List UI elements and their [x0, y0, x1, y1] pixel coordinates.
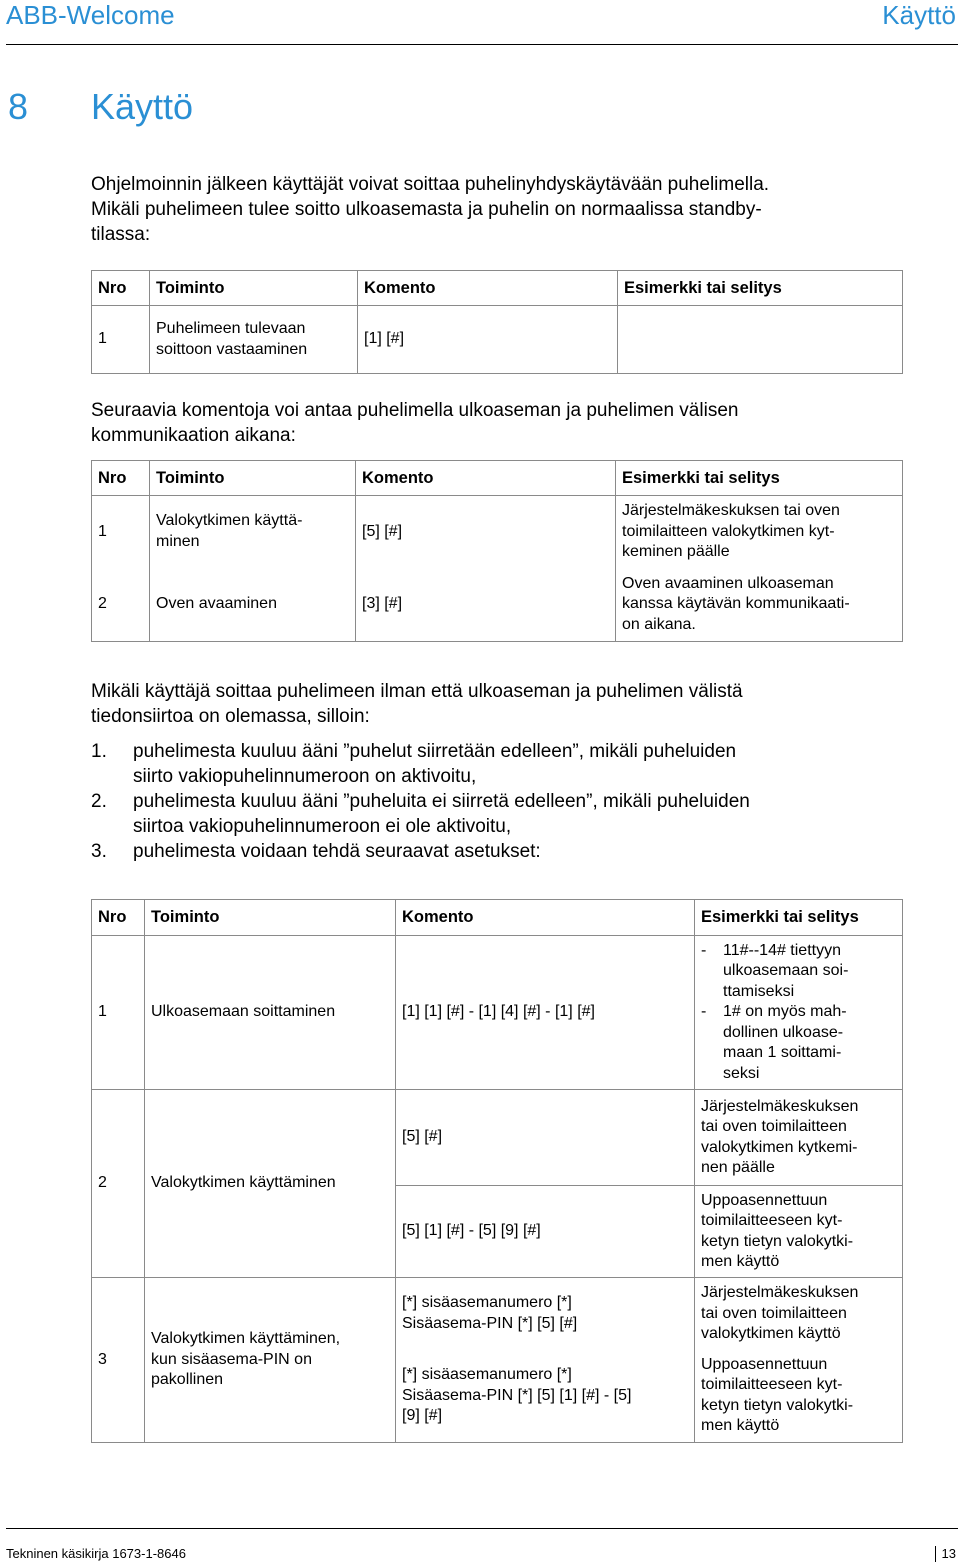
footer-document-title: Tekninen käsikirja 1673-1-8646 [6, 1546, 186, 1561]
col-header-toiminto: Toiminto [150, 461, 356, 496]
header-right: Käyttö [882, 0, 956, 30]
cell-toiminto [145, 1278, 396, 1443]
col-header-toiminto: Toiminto [145, 900, 396, 936]
cell-komento: [1] [#] [358, 306, 618, 374]
cell-komento [396, 1350, 695, 1443]
table-settings [91, 899, 903, 1443]
col-header-esimerkki: Esimerkki tai selitys [618, 271, 903, 306]
chapter-number: 8 [8, 86, 29, 127]
list-number: 3. [91, 841, 107, 862]
cell-text: 11#--14# tiettyyn [723, 941, 841, 959]
col-header-esimerkki: Esimerkki tai selitys [616, 461, 903, 496]
cell-text: keminen päälle [622, 543, 730, 560]
list-number: 1. [91, 741, 107, 762]
cell-nro: 1 [92, 496, 150, 568]
table-header-row [92, 900, 903, 936]
table-answer-call [91, 270, 903, 374]
col-header-nro: Nro [92, 900, 145, 936]
cell-text: kanssa käytävän kommunikaati- [622, 595, 850, 612]
dash-marker: - [701, 941, 707, 959]
cell-text: toimilaitteeseen kyt- [701, 1212, 843, 1229]
cell-esimerkki [695, 1090, 903, 1186]
cell-toiminto: Valokytkimen käyttäminen [145, 1090, 396, 1278]
table-row [92, 1090, 903, 1186]
list-item [91, 839, 891, 864]
paragraph-no-communication [91, 679, 891, 729]
paragraph-during-communication [91, 398, 891, 448]
col-header-komento: Komento [396, 900, 695, 936]
list-text: puhelimesta kuuluu ääni ”puhelut siirretään edelleen”, mikäli puheluiden [133, 741, 737, 762]
cell-text: pakollinen [151, 1371, 224, 1389]
cell-text: nen päälle [701, 1159, 775, 1176]
cell-nro: 2 [92, 1090, 145, 1278]
cell-text: Uppoasennettuun [701, 1191, 828, 1209]
para-line: Seuraavia komentoja voi antaa puhelimella ulkoaseman ja puhelimen välisen [91, 400, 739, 421]
cell-esimerkki [695, 1278, 903, 1350]
chapter-title: Käyttö [91, 86, 194, 127]
dash-item [701, 1002, 896, 1084]
cell-text: soittoon vastaaminen [156, 340, 308, 358]
intro-paragraph [91, 172, 891, 247]
list-number: 2. [91, 791, 107, 812]
cell-text: Järjestelmäkeskuksen tai oven [622, 502, 840, 519]
cell-text: ttamiseksi [723, 982, 795, 1000]
cell-text: on aikana. [622, 615, 696, 633]
list-item [91, 789, 891, 839]
cell-text: ketyn tietyn valokytki- [701, 1396, 854, 1414]
cell-esimerkki [695, 936, 903, 1090]
cell-text: tai oven toimilaitteen [701, 1118, 847, 1135]
cell-text: Sisäasema-PIN [*] [5] [#] [402, 1314, 578, 1332]
page-number: 13 [935, 1546, 956, 1562]
cell-esimerkki [695, 1350, 903, 1443]
cell-text: 1# on myös mah- [723, 1003, 847, 1021]
cell-komento: [5] [#] [356, 496, 616, 568]
list-text: siirtoa vakiopuhelinnumeroon ei ole aktivoitu, [133, 816, 512, 837]
cell-toiminto: Oven avaaminen [150, 568, 356, 642]
table-row [92, 936, 903, 1090]
cell-text: Uppoasennettuun [701, 1355, 828, 1373]
col-header-toiminto: Toiminto [150, 271, 358, 306]
table-row [92, 496, 903, 568]
cell-text: men käyttö [701, 1253, 780, 1270]
cell-text: men käyttö [701, 1417, 780, 1435]
cell-text: Sisäasema-PIN [*] [5] [1] [#] - [5] [402, 1386, 632, 1404]
cell-text: dollinen ulkoase- [723, 1023, 844, 1041]
table-row [92, 568, 903, 642]
para-line: tiedonsiirtoa on olemassa, silloin: [91, 706, 370, 727]
cell-text: tai oven toimilaitteen [701, 1304, 847, 1322]
footer-divider [6, 1528, 958, 1529]
cell-text: [*] sisäasemanumero [*] [402, 1294, 572, 1312]
cell-text: ulkoasemaan soi- [723, 962, 849, 980]
cell-text: maan 1 soittami- [723, 1044, 842, 1062]
col-header-esimerkki: Esimerkki tai selitys [695, 900, 903, 936]
list-item [91, 739, 891, 789]
cell-text: Puhelimeen tulevaan [156, 320, 306, 337]
cell-text: valokytkimen käyttö [701, 1325, 841, 1342]
cell-text: [9] [#] [402, 1407, 443, 1424]
cell-text: [*] sisäasemanumero [*] [402, 1366, 572, 1383]
cell-text: Järjestelmäkeskuksen [701, 1097, 859, 1115]
header-divider [6, 44, 958, 45]
cell-komento: [5] [1] [#] - [5] [9] [#] [396, 1186, 695, 1278]
cell-toiminto: Ulkoasemaan soittaminen [145, 936, 396, 1090]
col-header-komento: Komento [356, 461, 616, 496]
col-header-nro: Nro [92, 461, 150, 496]
cell-text: kun sisäasema-PIN on [151, 1350, 312, 1368]
cell-text: Valokytkimen käyttäminen, [151, 1330, 341, 1348]
cell-esimerkki [616, 568, 903, 642]
intro-line: Ohjelmoinnin jälkeen käyttäjät voivat soittaa puhelinyhdyskäytävään puhelimella. [91, 174, 770, 195]
cell-text: ketyn tietyn valokytki- [701, 1232, 854, 1250]
col-header-komento: Komento [358, 271, 618, 306]
cell-esimerkki [695, 1186, 903, 1278]
table-communication-commands [91, 460, 903, 642]
list-text: siirto vakiopuhelinnumeroon on aktivoitu, [133, 766, 477, 787]
dash-marker: - [701, 1003, 707, 1021]
cell-toiminto [150, 306, 358, 374]
cell-text: seksi [723, 1064, 760, 1082]
cell-esimerkki [616, 496, 903, 568]
cell-text: toimilaitteeseen kyt- [701, 1376, 843, 1394]
cell-nro: 1 [92, 306, 150, 374]
header-left: ABB-Welcome [6, 0, 175, 30]
cell-text: valokytkimen kytkemi- [701, 1138, 858, 1156]
cell-nro: 3 [92, 1278, 145, 1443]
cell-text: Oven avaaminen ulkoaseman [622, 574, 834, 592]
dash-item [701, 941, 896, 1003]
cell-toiminto [150, 496, 356, 568]
cell-esimerkki [618, 306, 903, 374]
cell-text: toimilaitteen valokytkimen kyt- [622, 522, 835, 540]
cell-nro: 1 [92, 936, 145, 1090]
cell-text: minen [156, 532, 200, 550]
list-text: puhelimesta kuuluu ääni ”puheluita ei siirretä edelleen”, mikäli puheluiden [133, 791, 750, 812]
cell-nro: 2 [92, 568, 150, 642]
para-line: Mikäli käyttäjä soittaa puhelimeen ilman että ulkoaseman ja puhelimen välistä [91, 681, 743, 702]
table-row [92, 306, 903, 374]
col-header-nro: Nro [92, 271, 150, 306]
cell-komento: [3] [#] [356, 568, 616, 642]
table-header-row [92, 461, 903, 496]
cell-text: Valokytkimen käyttä- [156, 512, 303, 530]
list-text: puhelimesta voidaan tehdä seuraavat asetukset: [133, 841, 541, 862]
para-line: kommunikaation aikana: [91, 425, 296, 446]
cell-text: Järjestelmäkeskuksen [701, 1284, 859, 1301]
intro-line: Mikäli puhelimeen tulee soitto ulkoasemasta ja puhelin on normaalissa standby- [91, 199, 762, 220]
table-header-row [92, 271, 903, 306]
cell-komento: [5] [#] [396, 1090, 695, 1186]
numbered-list [91, 739, 891, 864]
cell-komento [396, 1278, 695, 1350]
cell-komento: [1] [1] [#] - [1] [4] [#] - [1] [#] [396, 936, 695, 1090]
intro-line: tilassa: [91, 224, 151, 245]
table-row [92, 1278, 903, 1350]
